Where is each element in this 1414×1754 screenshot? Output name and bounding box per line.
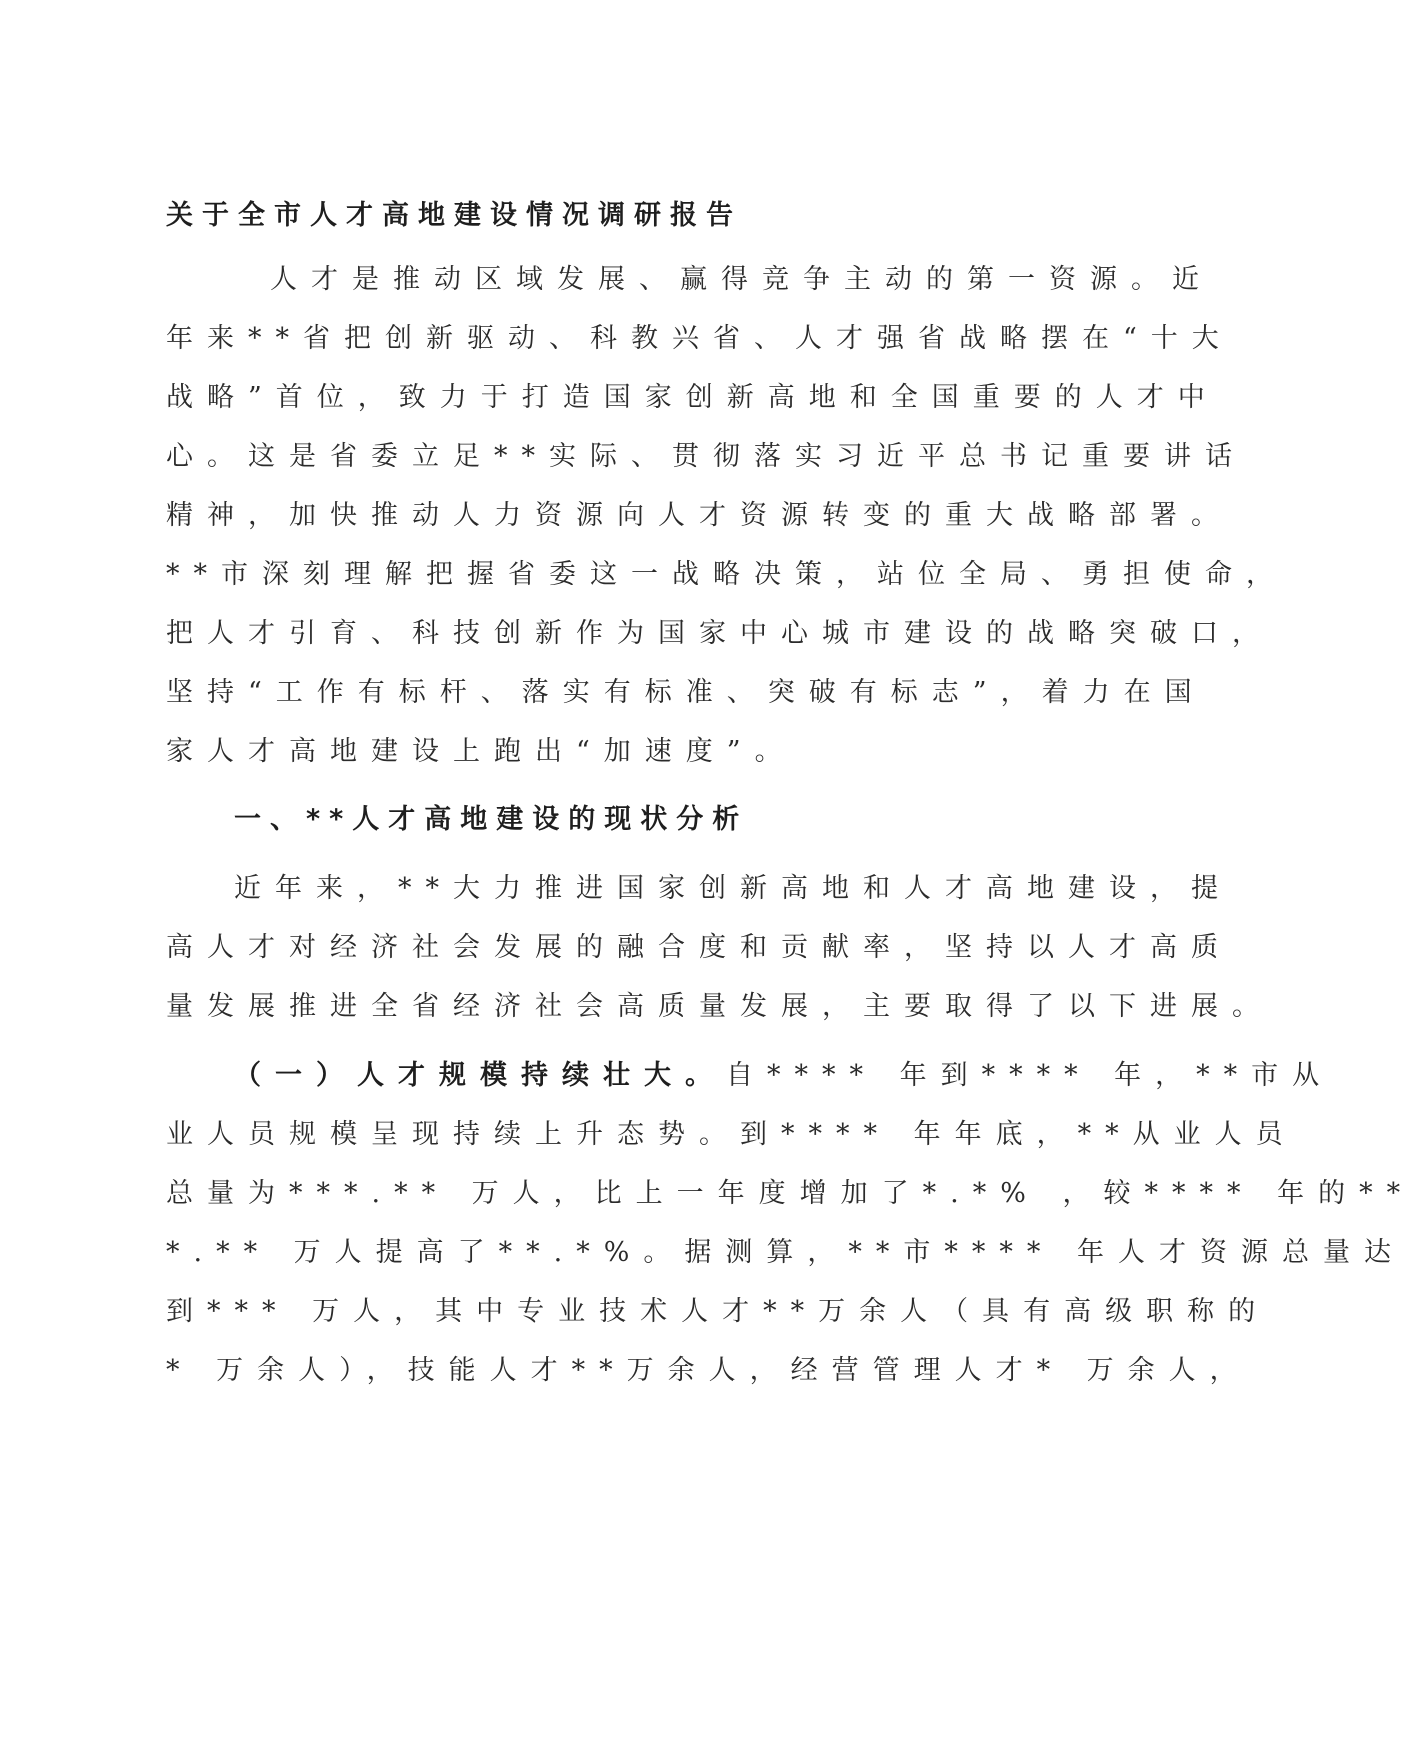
intro-line: 家人才高地建设上跑出“加速度”。 — [166, 736, 796, 767]
subsection-line: 业人员规模呈现持续上升态势。到**** 年年底，**从业人员 — [166, 1119, 1297, 1150]
subsection-line: *.** 万人提高了**.*%。据测算，**市**** 年人才资源总量达 — [166, 1237, 1405, 1268]
intro-line: 坚持“工作有标杆、落实有标准、突破有标志”，着力在国 — [166, 677, 1206, 708]
document-title: 关于全市人才高地建设情况调研报告 — [166, 200, 742, 231]
subsection-heading: （一）人才规模持续壮大。 — [234, 1060, 726, 1091]
section-line: 近年来，**大力推进国家创新高地和人才高地建设，提 — [234, 873, 1232, 904]
subsection-line: 到*** 万人，其中专业技术人才**万余人（具有高级职称的 — [166, 1296, 1270, 1327]
intro-line: 把人才引育、科技创新作为国家中心城市建设的战略突破口， — [166, 618, 1273, 649]
intro-line: 年来**省把创新驱动、科教兴省、人才强省战略摆在“十大 — [166, 323, 1233, 354]
subsection-first-line — [234, 1056, 1334, 1096]
intro-line: 战略”首位，致力于打造国家创新高地和全国重要的人才中 — [166, 382, 1219, 413]
subsection-line: * 万余人），技能人才**万余人，经营管理人才* 万余人， — [166, 1355, 1251, 1386]
intro-line: 心。这是省委立足**实际、贯彻落实习近平总书记重要讲话 — [166, 441, 1246, 472]
section-line: 量发展推进全省经济社会高质量发展，主要取得了以下进展。 — [166, 991, 1273, 1022]
intro-line: 人才是推动区域发展、赢得竞争主动的第一资源。近 — [270, 264, 1213, 295]
section-heading: 一、**人才高地建设的现状分析 — [234, 804, 749, 835]
subsection-text: 自**** 年到**** 年，**市从 — [726, 1060, 1334, 1091]
section-line: 高人才对经济社会发展的融合度和贡献率，坚持以人才高质 — [166, 932, 1232, 963]
intro-line: 精神，加快推动人力资源向人才资源转变的重大战略部署。 — [166, 500, 1232, 531]
subsection-line: 总量为***.** 万人，比上一年度增加了*.*% ，较**** 年的** — [166, 1178, 1414, 1209]
intro-line: **市深刻理解把握省委这一战略决策，站位全局、勇担使命， — [166, 559, 1287, 590]
